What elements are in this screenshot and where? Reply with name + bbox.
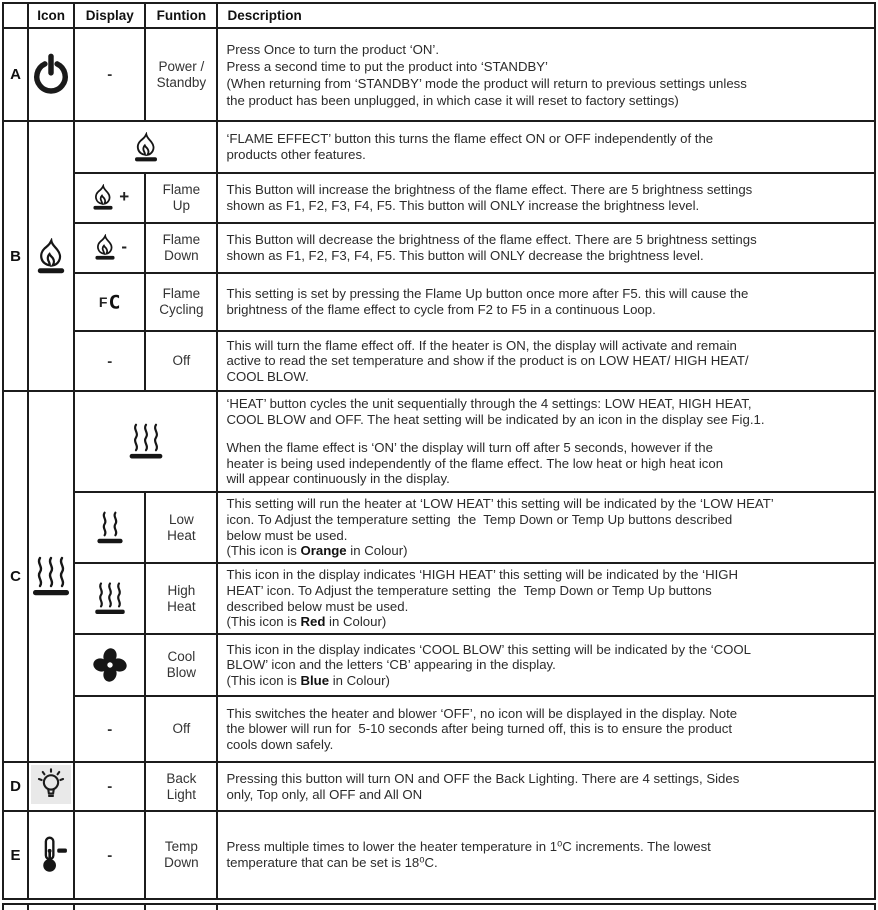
thermometer-minus-icon [28, 811, 74, 899]
display-value: - [74, 331, 145, 391]
flame-down-icon [74, 223, 145, 273]
display-value: - [74, 28, 145, 121]
column-divider [216, 905, 218, 910]
description-cell: Press Once to turn the product ‘ON’. Press a second time to put the product into ‘STANDBY’ (When returning from ‘STANDBY’ mode the product will return to previous settings unless the product has been unplugged, in which case it will reset to factory settings) [217, 28, 875, 121]
funtion-label: Temp Down [145, 811, 217, 899]
bulb-icon [28, 762, 74, 811]
column-divider [27, 905, 29, 910]
description-cell: This setting is set by pressing the Flame Up button once more after F5. this will cause the brightness of the flame effect to cycle from F2 to F5 in a continuous Loop. [217, 273, 875, 331]
fc-letter-f: F [98, 294, 108, 310]
high-heat-icon [74, 563, 145, 634]
description-cell: ‘FLAME EFFECT’ button this turns the flame effect ON or OFF independently of the products other features. [217, 121, 875, 173]
row-letter-d: D [3, 762, 28, 811]
funtion-label: Flame Up [145, 173, 217, 223]
colour-word: Orange [300, 543, 347, 559]
table-row [3, 391, 875, 492]
minus-sign: - [121, 237, 128, 256]
funtion-label: Low Heat [145, 492, 217, 563]
table-row [3, 696, 875, 762]
column-divider [73, 905, 75, 910]
colour-word: Red [300, 614, 326, 630]
table-row [3, 762, 875, 811]
description-cell: This Button will increase the brightness of the flame effect. There are 5 brightness settings shown as F1, F2, F3, F4, F5. This button will ONLY increase the brightness level. [217, 173, 875, 223]
manual-table-page [2, 2, 876, 910]
controls-table [2, 2, 876, 900]
header-letter [3, 3, 28, 28]
header-icon: Icon [28, 3, 74, 28]
low-heat-icon [74, 492, 145, 563]
table-row [3, 28, 875, 121]
flame-effect-icon [74, 121, 217, 173]
fc-letter-c: C [108, 290, 121, 314]
description-cell: This will turn the flame effect off. If the heater is ON, the display will activate and remain active to read the set temperature and show if the product is on LOW HEAT/ HIGH HEAT/ COOL BLOW. [217, 331, 875, 391]
description-cell: This switches the heater and blower ‘OFF’, no icon will be displayed in the display. Note the blower will run for 5-10 seconds after being turned off, this is to ensure the product cools down safely. [217, 696, 875, 762]
plus-sign: + [119, 187, 130, 206]
flame-icon [28, 121, 74, 391]
row-letter-b: B [3, 121, 28, 391]
table-row [3, 223, 875, 273]
display-value: - [74, 762, 145, 811]
fc-display [74, 273, 145, 331]
funtion-label: Cool Blow [145, 634, 217, 696]
table-row [3, 811, 875, 899]
fan-icon [74, 634, 145, 696]
description-cell: Pressing this button will turn ON and OFF the Back Lighting. There are 4 settings, Sides only, Top only, all OFF and All ON [217, 762, 875, 811]
display-value: - [74, 811, 145, 899]
table-row [3, 563, 875, 634]
description-cell: This icon in the display indicates ‘HIGH HEAT’ this setting will be indicated by the ‘HIGH HEAT’ icon. To Adjust the temperature setting the Temp Down or Temp Up buttons described below must be used. (This icon is Red in Colour) [217, 563, 875, 634]
table-row [3, 121, 875, 173]
description-cell: Press multiple times to lower the heater temperature in 1⁰C increments. The lowest temperature that can be set is 18⁰C. [217, 811, 875, 899]
display-value: - [74, 696, 145, 762]
description-cell: This icon in the display indicates ‘COOL BLOW’ this setting will be indicated by the ‘COOL BLOW’ icon and the letters ‘CB’ appearing in the display. (This icon is Blue in Colour) [217, 634, 875, 696]
header-description: Description [217, 3, 875, 28]
funtion-label: Flame Down [145, 223, 217, 273]
table-row [3, 173, 875, 223]
flame-up-icon [74, 173, 145, 223]
funtion-label: Off [145, 331, 217, 391]
heat-button-icon [74, 391, 217, 492]
column-divider [144, 905, 146, 910]
header-funtion: Funtion [145, 3, 217, 28]
funtion-label: Back Light [145, 762, 217, 811]
funtion-label: Off [145, 696, 217, 762]
colour-word: Blue [300, 672, 330, 688]
funtion-label: Flame Cycling [145, 273, 217, 331]
power-icon [28, 28, 74, 121]
row-letter-a: A [3, 28, 28, 121]
header-display: Display [74, 3, 145, 28]
funtion-label: Power / Standby [145, 28, 217, 121]
description-cell: This setting will run the heater at ‘LOW HEAT’ this setting will be indicated by the ‘LOW HEAT’ icon. To Adjust the temperature setting the Temp Down or Temp Up buttons described below must be used. (This icon is Orange in Colour) [217, 492, 875, 563]
table-row [3, 634, 875, 696]
row-letter-c: C [3, 391, 28, 762]
table-row [3, 331, 875, 391]
description-cell: ‘HEAT’ button cycles the unit sequentially through the 4 settings: LOW HEAT, HIGH HEAT, COOL BLOW and OFF. The heat setting will be indicated by an icon in the display see Fig.1. When the flame effect is ‘ON’ the display will turn off after 5 seconds, however if the heater is being used independently of the flame effect. The low heat or high heat icon will appear continuously in the display. [217, 391, 875, 492]
description-cell: This Button will decrease the brightness of the flame effect. There are 5 brightness settings shown as F1, F2, F3, F4, F5. This button will ONLY decrease the brightness level. [217, 223, 875, 273]
table-row [3, 492, 875, 563]
row-letter-e: E [3, 811, 28, 899]
funtion-label: High Heat [145, 563, 217, 634]
table-row [3, 273, 875, 331]
next-row-partial [2, 903, 876, 910]
table-header-row [3, 3, 875, 28]
heat-waves-icon [28, 391, 74, 762]
